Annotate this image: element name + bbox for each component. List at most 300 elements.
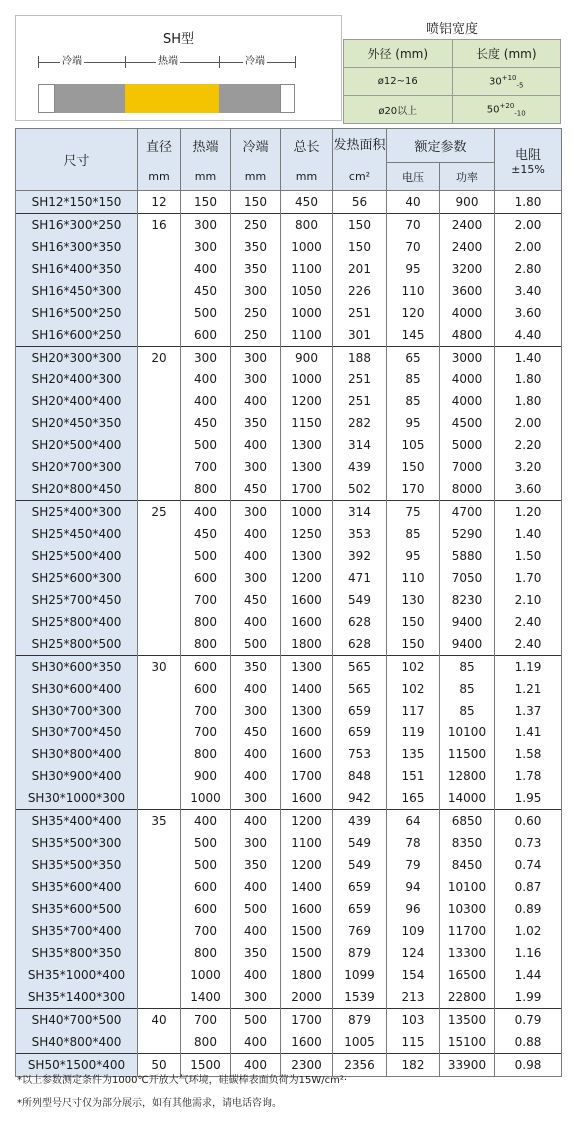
resistance-cell: 1.95 [495,787,562,809]
total-length-cell: 1300 [281,545,333,567]
diameter-cell [138,743,181,765]
area-cell: 439 [333,456,387,478]
diameter-cell [138,412,181,434]
total-length-cell: 1400 [281,678,333,700]
hot-length-cell: 800 [181,611,231,633]
unit-hot: mm [181,163,231,191]
table-row [16,191,562,214]
total-length-cell: 1500 [281,942,333,964]
hot-length-cell: 600 [181,655,231,677]
od-cell: ø12~16 [344,68,453,96]
total-length-cell: 900 [281,346,333,368]
area-cell: 2356 [333,1053,387,1076]
dimension-tick [295,56,296,68]
voltage-cell: 110 [387,280,440,302]
total-length-cell: 1250 [281,523,333,545]
resistance-cell: 1.50 [495,545,562,567]
cold-length-cell: 400 [231,743,281,765]
table-row [16,700,562,722]
area-cell: 201 [333,258,387,280]
cold-length-cell: 450 [231,589,281,611]
resistance-cell: 1.20 [495,501,562,523]
resistance-cell: 1.40 [495,346,562,368]
area-cell: 659 [333,722,387,744]
resistance-cell: 2.20 [495,434,562,456]
resistance-cell: 1.99 [495,986,562,1008]
power-cell: 11700 [440,920,495,942]
power-cell: 85 [440,678,495,700]
unit-cold: mm [231,163,281,191]
diameter-cell [138,942,181,964]
diameter-cell [138,722,181,744]
power-cell: 900 [440,191,495,214]
voltage-cell: 95 [387,545,440,567]
cold-length-cell: 350 [231,236,281,258]
model-cell: SH35*1000*400 [16,964,138,986]
total-length-cell: 1300 [281,434,333,456]
cold-length-cell: 250 [231,324,281,346]
power-cell: 10300 [440,898,495,920]
model-cell: SH25*450*400 [16,523,138,545]
resistance-cell: 2.00 [495,213,562,235]
voltage-cell: 109 [387,920,440,942]
resistance-cell: 2.00 [495,236,562,258]
cold-length-cell: 400 [231,1053,281,1076]
hot-length-cell: 450 [181,412,231,434]
voltage-cell: 65 [387,346,440,368]
power-cell: 9400 [440,633,495,655]
total-length-cell: 1400 [281,876,333,898]
cold-length-cell: 350 [231,942,281,964]
power-cell: 10100 [440,722,495,744]
resistance-cell: 3.40 [495,280,562,302]
resistance-cell: 0.60 [495,810,562,832]
power-cell: 6850 [440,810,495,832]
header-total: 总长 [281,129,333,163]
area-cell: 1005 [333,1031,387,1053]
resistance-cell: 0.74 [495,854,562,876]
length-upper-tolerance: +10 [501,73,517,82]
diameter-cell: 12 [138,191,181,214]
hot-length-cell: 500 [181,854,231,876]
total-length-cell: 1300 [281,655,333,677]
area-cell: 549 [333,854,387,876]
hot-length-cell: 150 [181,191,231,214]
total-length-cell: 1800 [281,964,333,986]
cold-length-cell: 400 [231,876,281,898]
model-cell: SH50*1500*400 [16,1053,138,1076]
hot-length-cell: 400 [181,501,231,523]
diameter-cell [138,876,181,898]
area-cell: 565 [333,678,387,700]
total-length-cell: 1000 [281,302,333,324]
voltage-cell: 85 [387,523,440,545]
footnote: *所列型号尺寸仅为部分展示，如有其他需求，请电话咨询。 [17,1098,282,1109]
hot-length-cell: 400 [181,810,231,832]
power-cell: 3000 [440,346,495,368]
area-cell: 251 [333,390,387,412]
total-length-cell: 1700 [281,765,333,787]
resistance-cell: 1.21 [495,678,562,700]
diagram-title: SH型 [162,32,195,47]
table-row [16,346,562,368]
model-cell: SH35*700*400 [16,920,138,942]
hot-length-cell: 600 [181,324,231,346]
table-row [16,964,562,986]
table-row [16,280,562,302]
cold-length-cell: 400 [231,964,281,986]
model-cell: SH16*400*350 [16,258,138,280]
power-cell: 8350 [440,832,495,854]
resistance-cell: 2.80 [495,258,562,280]
table-row [16,412,562,434]
length-cell [452,96,561,124]
od-header: 外径 (mm) [344,40,453,68]
resistance-cell: 0.98 [495,1053,562,1076]
voltage-cell: 96 [387,898,440,920]
resistance-cell: 1.02 [495,920,562,942]
power-cell: 33900 [440,1053,495,1076]
resistance-cell: 1.40 [495,523,562,545]
resistance-cell: 0.79 [495,1008,562,1030]
hot-length-cell: 600 [181,567,231,589]
hot-length-cell: 500 [181,434,231,456]
hot-length-cell: 400 [181,390,231,412]
header-cold: 冷端 [231,129,281,163]
table-row [16,787,562,809]
diameter-cell [138,523,181,545]
voltage-cell: 95 [387,412,440,434]
model-cell: SH16*500*250 [16,302,138,324]
cold-length-cell: 300 [231,986,281,1008]
cold-length-cell: 300 [231,832,281,854]
footnote: *以上参数测定条件为1000℃开放大气环境，硅碳棒表面负荷为15W/cm²· [17,1075,348,1086]
table-row [16,876,562,898]
model-cell: SH35*800*350 [16,942,138,964]
voltage-cell: 95 [387,258,440,280]
diameter-cell [138,302,181,324]
hot-length-cell: 700 [181,456,231,478]
voltage-cell: 170 [387,478,440,500]
power-cell: 5290 [440,523,495,545]
table-row [16,258,562,280]
area-cell: 549 [333,589,387,611]
cold-length-cell: 300 [231,280,281,302]
area-cell: 150 [333,213,387,235]
voltage-cell: 64 [387,810,440,832]
header-hot: 热端 [181,129,231,163]
cold-length-cell: 350 [231,854,281,876]
diameter-cell [138,456,181,478]
voltage-cell: 102 [387,678,440,700]
power-cell: 2400 [440,213,495,235]
area-cell: 628 [333,633,387,655]
hot-length-cell: 400 [181,369,231,391]
area-cell: 753 [333,743,387,765]
diameter-cell [138,964,181,986]
power-cell: 22800 [440,986,495,1008]
model-cell: SH25*500*400 [16,545,138,567]
model-cell: SH30*1000*300 [16,787,138,809]
rod-diagram [15,15,342,121]
model-cell: SH25*800*400 [16,611,138,633]
total-length-cell: 1300 [281,700,333,722]
model-cell: SH30*800*400 [16,743,138,765]
model-cell: SH35*500*300 [16,832,138,854]
power-cell: 4700 [440,501,495,523]
voltage-cell: 150 [387,633,440,655]
spray-width-table [343,15,561,124]
voltage-cell: 103 [387,1008,440,1030]
cold-end-label: 冷端 [245,56,265,67]
model-cell: SH40*800*400 [16,1031,138,1053]
model-cell: SH30*900*400 [16,765,138,787]
length-header: 长度 (mm) [452,40,561,68]
header-model: 尺寸 [16,129,138,191]
cold-length-cell: 450 [231,722,281,744]
total-length-cell: 800 [281,213,333,235]
power-cell: 5880 [440,545,495,567]
diameter-cell: 20 [138,346,181,368]
area-cell: 439 [333,810,387,832]
power-cell: 13300 [440,942,495,964]
voltage-cell: 70 [387,213,440,235]
area-cell: 251 [333,302,387,324]
area-cell: 659 [333,876,387,898]
voltage-cell: 115 [387,1031,440,1053]
cold-length-cell: 400 [231,390,281,412]
diameter-cell [138,678,181,700]
cold-length-cell: 150 [231,191,281,214]
model-cell: SH40*700*500 [16,1008,138,1030]
resistance-cell: 2.40 [495,611,562,633]
rod-terminal [38,84,55,113]
diameter-cell [138,633,181,655]
hot-length-cell: 1500 [181,1053,231,1076]
length-base: 30 [489,76,502,88]
power-cell: 4800 [440,324,495,346]
power-cell: 8450 [440,854,495,876]
total-length-cell: 1100 [281,324,333,346]
area-cell: 879 [333,942,387,964]
hot-length-cell: 800 [181,743,231,765]
header-diameter: 直径 [138,129,181,163]
diameter-cell [138,567,181,589]
voltage-cell: 110 [387,567,440,589]
area-cell: 502 [333,478,387,500]
resistance-cell: 1.58 [495,743,562,765]
voltage-cell: 124 [387,942,440,964]
area-cell: 188 [333,346,387,368]
model-cell: SH20*300*300 [16,346,138,368]
table-row [16,589,562,611]
cold-length-cell: 300 [231,346,281,368]
area-cell: 769 [333,920,387,942]
voltage-cell: 182 [387,1053,440,1076]
length-lower-tolerance: -10 [514,109,526,118]
area-cell: 628 [333,611,387,633]
resistance-cell: 0.89 [495,898,562,920]
power-cell: 9400 [440,611,495,633]
resistance-cell: 2.40 [495,633,562,655]
hot-length-cell: 1000 [181,787,231,809]
total-length-cell: 1600 [281,1031,333,1053]
voltage-cell: 70 [387,236,440,258]
model-cell: SH20*500*400 [16,434,138,456]
rod-hot-zone [125,84,219,113]
power-cell: 12800 [440,765,495,787]
voltage-cell: 135 [387,743,440,765]
cold-length-cell: 400 [231,765,281,787]
voltage-cell: 145 [387,324,440,346]
resistance-cell: 1.44 [495,964,562,986]
power-cell: 85 [440,655,495,677]
power-cell: 15100 [440,1031,495,1053]
hot-length-cell: 300 [181,213,231,235]
table-row [16,1031,562,1053]
diameter-cell [138,765,181,787]
table-row [16,1008,562,1030]
diameter-cell: 30 [138,655,181,677]
diameter-cell: 16 [138,213,181,235]
total-length-cell: 1600 [281,722,333,744]
total-length-cell: 1000 [281,236,333,258]
model-cell: SH25*800*500 [16,633,138,655]
header-resistance [495,129,562,191]
diameter-cell [138,545,181,567]
resistance-cell: 4.40 [495,324,562,346]
area-cell: 251 [333,369,387,391]
hot-length-cell: 800 [181,1031,231,1053]
area-cell: 314 [333,501,387,523]
diameter-cell: 40 [138,1008,181,1030]
length-cell [452,68,561,96]
total-length-cell: 1200 [281,390,333,412]
hot-length-cell: 600 [181,876,231,898]
diameter-cell [138,787,181,809]
model-cell: SH25*600*300 [16,567,138,589]
diameter-cell [138,280,181,302]
cold-length-cell: 350 [231,412,281,434]
hot-length-cell: 700 [181,920,231,942]
resistance-cell: 3.20 [495,456,562,478]
area-cell: 471 [333,567,387,589]
diameter-cell [138,478,181,500]
voltage-cell: 78 [387,832,440,854]
area-cell: 1099 [333,964,387,986]
table-row [16,810,562,832]
resistance-cell: 1.16 [495,942,562,964]
cold-length-cell: 400 [231,1031,281,1053]
table-row [16,213,562,235]
power-cell: 4500 [440,412,495,434]
hot-length-cell: 800 [181,942,231,964]
cold-length-cell: 400 [231,523,281,545]
cold-length-cell: 250 [231,213,281,235]
area-cell: 1539 [333,986,387,1008]
resistance-label: 电阻 [515,147,542,163]
resistance-cell: 1.80 [495,390,562,412]
power-cell: 7050 [440,567,495,589]
cold-length-cell: 300 [231,567,281,589]
table-row [16,898,562,920]
total-length-cell: 1800 [281,633,333,655]
voltage-cell: 213 [387,986,440,1008]
total-length-cell: 1300 [281,456,333,478]
power-cell: 4000 [440,369,495,391]
total-length-cell: 450 [281,191,333,214]
hot-length-cell: 450 [181,280,231,302]
resistance-cell: 1.78 [495,765,562,787]
unit-total: mm [281,163,333,191]
total-length-cell: 1100 [281,258,333,280]
cold-length-cell: 300 [231,369,281,391]
table-row [16,236,562,258]
diameter-cell [138,1031,181,1053]
cold-length-cell: 500 [231,1008,281,1030]
power-cell: 4000 [440,302,495,324]
rod-cold-end [55,84,125,113]
cold-length-cell: 450 [231,478,281,500]
header-rated: 额定参数 [387,129,495,163]
cold-length-cell: 300 [231,456,281,478]
model-cell: SH35*1400*300 [16,986,138,1008]
area-cell: 392 [333,545,387,567]
cold-length-cell: 400 [231,678,281,700]
model-cell: SH20*400*400 [16,390,138,412]
cold-length-cell: 500 [231,633,281,655]
table-row [16,832,562,854]
resistance-cell: 3.60 [495,302,562,324]
length-base: 50 [486,104,500,116]
model-cell: SH25*400*300 [16,501,138,523]
resistance-cell: 1.41 [495,722,562,744]
voltage-cell: 151 [387,765,440,787]
model-cell: SH16*600*250 [16,324,138,346]
cold-length-cell: 350 [231,655,281,677]
header-power: 功率 [440,163,495,191]
total-length-cell: 1600 [281,743,333,765]
resistance-cell: 1.37 [495,700,562,722]
voltage-cell: 150 [387,611,440,633]
hot-length-cell: 400 [181,258,231,280]
power-cell: 3200 [440,258,495,280]
voltage-cell: 117 [387,700,440,722]
total-length-cell: 1050 [281,280,333,302]
power-cell: 8230 [440,589,495,611]
hot-length-cell: 700 [181,722,231,744]
power-cell: 11500 [440,743,495,765]
voltage-cell: 40 [387,191,440,214]
diameter-cell [138,611,181,633]
total-length-cell: 1200 [281,854,333,876]
total-length-cell: 1600 [281,611,333,633]
table-row [16,920,562,942]
model-cell: SH35*600*500 [16,898,138,920]
hot-length-cell: 1400 [181,986,231,1008]
voltage-cell: 85 [387,390,440,412]
table-row [16,545,562,567]
diameter-cell [138,236,181,258]
cold-length-cell: 300 [231,501,281,523]
cold-length-cell: 300 [231,787,281,809]
model-cell: SH25*700*450 [16,589,138,611]
table-row [16,655,562,677]
hot-length-cell: 600 [181,898,231,920]
table-row [16,501,562,523]
table-row [16,390,562,412]
model-cell: SH30*600*350 [16,655,138,677]
